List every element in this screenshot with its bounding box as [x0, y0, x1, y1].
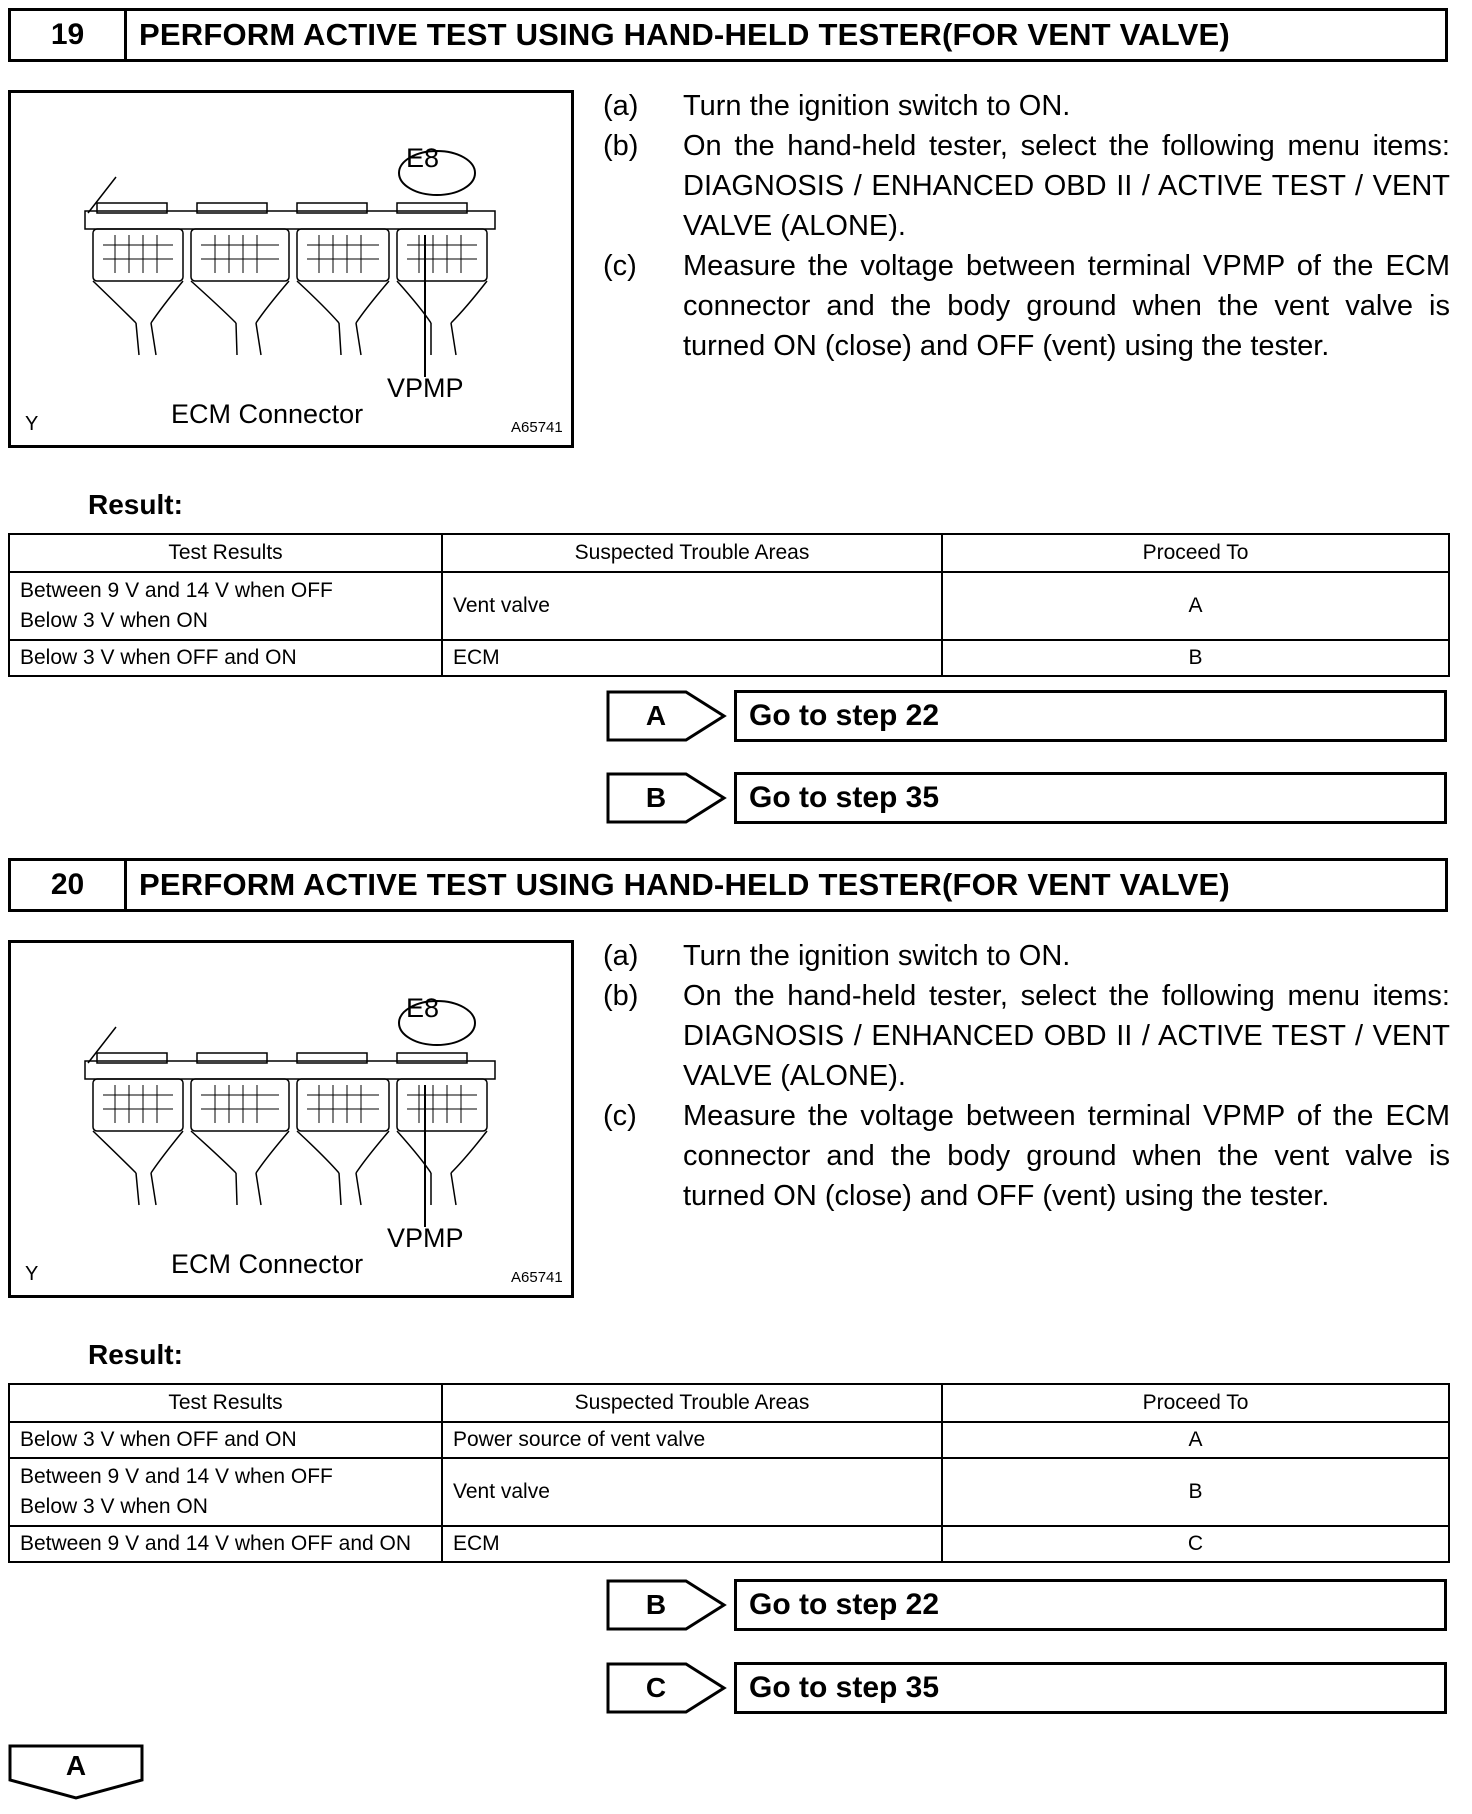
proceed-cell: B	[942, 640, 1449, 676]
terminal-label: VPMP	[387, 373, 464, 403]
test-result-line: Below 3 V when OFF and ON	[20, 646, 297, 669]
ecm-connector-figure	[8, 940, 574, 1298]
test-result-line: Below 3 V when OFF and ON	[20, 1428, 297, 1451]
result-table	[8, 533, 1450, 677]
trouble-area-cell: Vent valve	[442, 572, 942, 640]
branch-arrow	[606, 1579, 728, 1631]
goto-text: Go to step 22	[734, 690, 1447, 742]
trouble-area-cell: ECM	[442, 1526, 942, 1562]
instruction-text: On the hand-held tester, select the following menu items: DIAGNOSIS / ENHANCED OBD II / ACTIVE TEST / VENT VALVE (ALONE).	[683, 980, 1450, 1092]
figure-caption: ECM Connector	[171, 1249, 364, 1279]
instruction-label: (a)	[603, 90, 639, 122]
table-header-row	[9, 534, 1449, 572]
instruction-item	[603, 86, 1450, 126]
instructions	[603, 936, 1450, 1216]
instruction-text: Measure the voltage between terminal VPMP of the ECM connector and the body ground when the vent valve is turned ON (close) and OFF (vent) using the tester.	[683, 1100, 1450, 1212]
branch-letter: C	[645, 1672, 667, 1703]
table-header-row	[9, 1384, 1449, 1422]
branch-letter: B	[645, 782, 667, 813]
test-result-cell	[9, 1526, 442, 1562]
branch-arrow	[606, 772, 728, 824]
instruction-item	[603, 1096, 1450, 1216]
ecm-connector-illustration	[11, 93, 571, 445]
branch-arrow	[606, 1662, 728, 1714]
corner-label: Y	[25, 1263, 39, 1285]
branch-letter: A	[65, 1750, 87, 1781]
table-row	[9, 572, 1449, 640]
test-result-cell	[9, 1458, 442, 1526]
table-row	[9, 640, 1449, 676]
test-result-cell	[9, 640, 442, 676]
test-result-line: Below 3 V when ON	[20, 609, 208, 632]
goto-text: Go to step 35	[734, 772, 1447, 824]
instruction-label: (b)	[603, 980, 639, 1012]
test-result-line: Between 9 V and 14 V when OFF	[20, 579, 333, 602]
terminal-label: VPMP	[387, 1223, 464, 1253]
column-header: Test Results	[9, 1384, 442, 1422]
goto-text: Go to step 35	[734, 1662, 1447, 1714]
instruction-item	[603, 246, 1450, 366]
proceed-cell: A	[942, 572, 1449, 640]
instruction-label: (c)	[603, 1100, 637, 1132]
proceed-cell: B	[942, 1458, 1449, 1526]
result-table	[8, 1383, 1450, 1563]
figure-code: A65741	[511, 419, 563, 436]
corner-label: Y	[25, 413, 39, 435]
ecm-connector-illustration	[11, 943, 571, 1295]
column-header: Proceed To	[942, 1384, 1449, 1422]
column-header: Test Results	[9, 534, 442, 572]
step-header	[8, 8, 1448, 62]
instruction-text: Turn the ignition switch to ON.	[683, 940, 1071, 972]
test-result-cell	[9, 1422, 442, 1458]
ecm-connector-figure	[8, 90, 574, 448]
figure-caption: ECM Connector	[171, 399, 364, 429]
test-result-line: Between 9 V and 14 V when OFF and ON	[20, 1532, 412, 1555]
goto-step-link[interactable]	[606, 1662, 1447, 1714]
trouble-area-cell: ECM	[442, 640, 942, 676]
instruction-text: On the hand-held tester, select the following menu items: DIAGNOSIS / ENHANCED OBD II / ACTIVE TEST / VENT VALVE (ALONE).	[683, 130, 1450, 242]
column-header: Suspected Trouble Areas	[442, 1384, 942, 1422]
test-result-cell	[9, 572, 442, 640]
step-title: PERFORM ACTIVE TEST USING HAND-HELD TESTER(FOR VENT VALVE)	[139, 867, 1230, 902]
instruction-label: (a)	[603, 940, 639, 972]
branch-arrow	[606, 690, 728, 742]
goto-step-link[interactable]	[606, 1579, 1447, 1631]
table-row	[9, 1422, 1449, 1458]
column-header: Suspected Trouble Areas	[442, 534, 942, 572]
instruction-item	[603, 976, 1450, 1096]
proceed-cell: A	[942, 1422, 1449, 1458]
result-label: Result:	[88, 489, 183, 520]
proceed-cell: C	[942, 1526, 1449, 1562]
test-result-line: Below 3 V when ON	[20, 1495, 208, 1518]
instruction-item	[603, 936, 1450, 976]
connector-id: E8	[406, 143, 440, 173]
figure-code: A65741	[511, 1269, 563, 1286]
step-title: PERFORM ACTIVE TEST USING HAND-HELD TESTER(FOR VENT VALVE)	[139, 17, 1230, 52]
trouble-area-cell: Vent valve	[442, 1458, 942, 1526]
instruction-label: (b)	[603, 130, 639, 162]
continue-down-arrow[interactable]	[8, 1744, 144, 1800]
instructions	[603, 86, 1450, 366]
trouble-area-cell: Power source of vent valve	[442, 1422, 942, 1458]
instruction-item	[603, 126, 1450, 246]
table-row	[9, 1526, 1449, 1562]
instruction-text: Measure the voltage between terminal VPMP of the ECM connector and the body ground when the vent valve is turned ON (close) and OFF (vent) using the tester.	[683, 250, 1450, 362]
step-header	[8, 858, 1448, 912]
instruction-label: (c)	[603, 250, 637, 282]
instruction-text: Turn the ignition switch to ON.	[683, 90, 1071, 122]
column-header: Proceed To	[942, 534, 1449, 572]
step-number: 19	[11, 11, 127, 59]
step-number: 20	[11, 861, 127, 909]
branch-letter: B	[645, 1589, 667, 1620]
connector-id: E8	[406, 993, 440, 1023]
goto-step-link[interactable]	[606, 690, 1447, 742]
branch-letter: A	[645, 700, 667, 731]
result-label: Result:	[88, 1339, 183, 1370]
test-result-line: Between 9 V and 14 V when OFF	[20, 1465, 333, 1488]
table-row	[9, 1458, 1449, 1526]
goto-text: Go to step 22	[734, 1579, 1447, 1631]
goto-step-link[interactable]	[606, 772, 1447, 824]
